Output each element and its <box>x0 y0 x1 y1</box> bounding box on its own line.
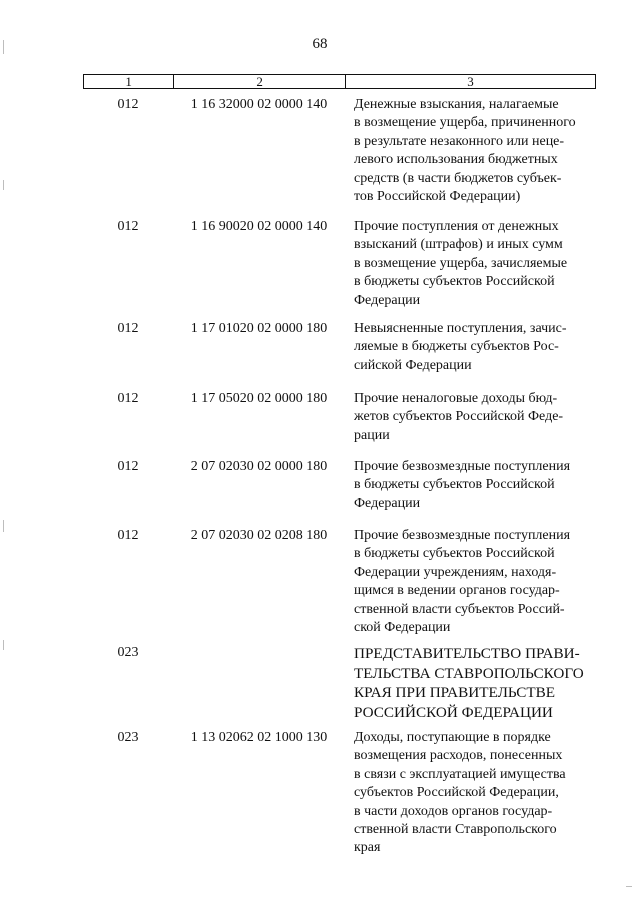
budget-code-cell: 1 16 32000 02 0000 140 <box>190 97 328 112</box>
admin-code-cell: 012 <box>117 391 139 406</box>
revenue-name-cell: Невыясненные поступления, зачис- ляемые в бюджеты субъектов Рос- сийской Федерации <box>354 321 567 373</box>
admin-code-cell: 012 <box>117 459 139 474</box>
column-header-2: 2 <box>174 75 346 89</box>
scan-artifact <box>3 520 4 532</box>
budget-code-cell: 1 17 01020 02 0000 180 <box>190 321 328 336</box>
admin-code-cell: 012 <box>117 219 139 234</box>
section-heading-cell: ПРЕДСТАВИТЕЛЬСТВО ПРАВИ- ТЕЛЬСТВА СТАВРОПОЛЬСКОГО КРАЯ ПРИ ПРАВИТЕЛЬСТВЕ РОССИЙСКОЙ ФЕДЕРАЦИИ <box>354 645 584 721</box>
admin-code-cell: 012 <box>117 321 139 336</box>
revenue-name-cell: Прочие поступления от денежных взысканий (штрафов) и иных сумм в возмещение ущерба, зачисляемые в бюджеты субъектов Российской Федерации <box>354 219 568 308</box>
admin-code-cell: 023 <box>117 730 139 745</box>
revenue-name-cell: Прочие безвозмездные поступления в бюджеты субъектов Российской Федерации учреждениям, находя- щимся в ведении органов государ- ственной власти субъектов Россий- ской Федерации <box>354 528 571 636</box>
scan-artifact <box>3 180 4 190</box>
revenue-name-cell: Прочие неналоговые доходы бюд- жетов субъектов Российской Феде- рации <box>354 391 564 443</box>
revenue-name-cell: Денежные взыскания, налагаемые в возмещение ущерба, причиненного в результате незаконного или неце- левого использования бюджетных средств (в части бюджетов субъек- тов Российской Федерации) <box>354 97 576 205</box>
admin-code-cell: 012 <box>117 97 139 112</box>
budget-code-cell: 1 17 05020 02 0000 180 <box>190 391 328 406</box>
revenue-name-cell: Прочие безвозмездные поступления в бюджеты субъектов Российской Федерации <box>354 459 571 511</box>
column-header-1: 1 <box>84 75 174 89</box>
page-number: 68 <box>312 36 328 52</box>
budget-code-cell: 1 13 02062 02 1000 130 <box>190 730 328 745</box>
revenue-name-cell: Доходы, поступающие в порядке возмещения расходов, понесенных в связи с эксплуатацией имущества субъектов Российской Федерации, в части доходов органов государ- ственной власти Ставропольского края <box>354 730 566 856</box>
scan-artifact <box>3 40 4 54</box>
admin-code-cell: 012 <box>117 528 139 543</box>
admin-code-cell: 023 <box>117 645 139 660</box>
scan-artifact <box>626 886 632 887</box>
scan-artifact <box>3 640 4 650</box>
budget-code-cell: 2 07 02030 02 0000 180 <box>190 459 328 474</box>
budget-code-cell: 2 07 02030 02 0208 180 <box>190 528 328 543</box>
column-header-row <box>83 74 596 89</box>
column-header-3: 3 <box>345 75 595 89</box>
budget-code-cell: 1 16 90020 02 0000 140 <box>190 219 328 234</box>
